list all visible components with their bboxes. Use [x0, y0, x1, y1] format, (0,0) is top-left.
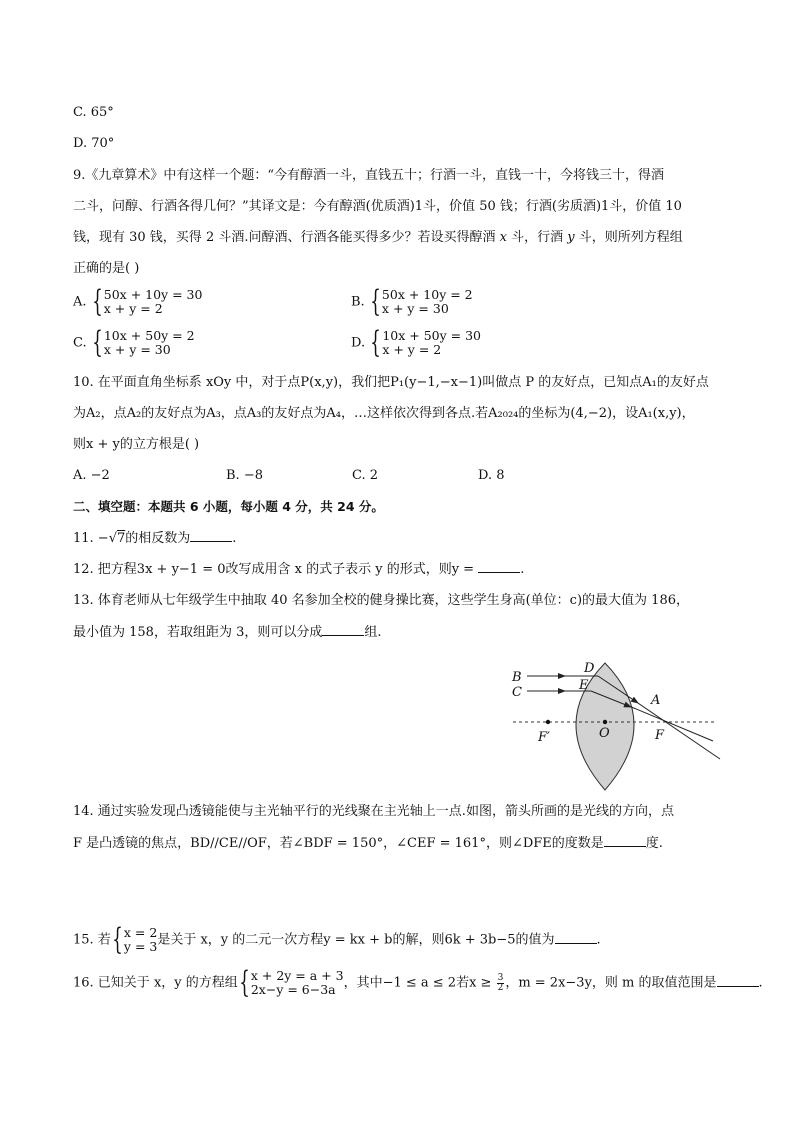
equation-system: { 50x + 10y = 2 x + y = 30: [370, 284, 473, 319]
option-label: C.: [73, 335, 87, 351]
equation-1: 50x + 10y = 2: [381, 287, 473, 302]
answer-blank[interactable]: [717, 974, 759, 987]
equation-1: 50x + 10y = 30: [103, 287, 203, 302]
equation-system: { 10x + 50y = 2 x + y = 30: [92, 325, 195, 360]
equation-2: x + y = 2: [103, 301, 163, 316]
label-c: C: [512, 685, 522, 700]
option-label: A.: [73, 294, 87, 310]
q10-option-d: D. 8: [478, 468, 505, 483]
q10-option-c: C. 2: [352, 468, 379, 483]
equation-2: x + y = 2: [382, 342, 442, 357]
q9-var-x: x: [499, 230, 507, 245]
q15-end: .: [596, 932, 601, 948]
answer-blank[interactable]: [478, 560, 520, 573]
q16-end: .: [758, 975, 763, 991]
q9-line4: 正确的是( ): [73, 261, 140, 276]
q9-line3: [73, 229, 683, 247]
equation-1: 10x + 50y = 30: [382, 328, 481, 343]
q10-line3: 则x + y的立方根是( ): [73, 437, 200, 452]
q15-middle: 是关于 x，y 的二元一次方程y = kx + b的解，则6k + 3b−5的值为: [157, 932, 555, 948]
q9-option-b: [351, 284, 473, 319]
q15: [73, 922, 601, 957]
equation-system: { 50x + 10y = 30 x + y = 2: [91, 284, 203, 319]
q13-line1: 13. 体育老师从七年级学生中抽取 40 名参加全校的健身操比赛，这些学生身高(单位：c)的最大值为 186，: [73, 593, 689, 608]
q16-suffix: ，m = 2x−3y，则 m 的取值范围是: [505, 975, 717, 991]
q11-prefix: 11. −: [73, 531, 109, 546]
equation-2: 2x−y = 6−3a: [250, 982, 336, 997]
label-o: O: [599, 726, 610, 741]
q14-line2-text: F 是凸透镜的焦点，BD//CE//OF，若∠BDF = 150°，∠CEF = 161°，则∠DFE的度数是: [73, 836, 604, 851]
equation-2: y = 3: [123, 939, 158, 954]
q8-option-c: C. 65°: [73, 105, 114, 120]
q8-option-d: D. 70°: [73, 136, 115, 151]
q13-end: 组.: [364, 625, 382, 640]
q12-text: 12. 把方程3x + y−1 = 0改写成用含 x 的式子表示 y 的形式，则y =: [73, 562, 479, 577]
answer-blank[interactable]: [190, 529, 232, 542]
label-f-prime: F′: [538, 730, 550, 745]
q9-option-d: [351, 325, 481, 360]
q11: [73, 529, 236, 548]
q11-suffix: 的相反数为: [125, 531, 191, 546]
fraction-denominator: 2: [497, 982, 504, 993]
q9-option-c: [73, 325, 195, 360]
fraction-numerator: 3: [497, 972, 504, 983]
section-header-fill-in: 二、填空题：本题共 6 小题，每小题 4 分，共 24 分。: [73, 499, 384, 514]
q16: [73, 965, 763, 1000]
q14-line1: 14. 通过实验发现凸透镜能使与主光轴平行的光线聚在主光轴上一点.如图，箭头所画的是光线的方向，点: [73, 804, 674, 819]
equation-system: { x = 2 y = 3: [112, 922, 158, 957]
q16-middle: ，其中−1 ≤ a ≤ 2若x ≥: [343, 975, 496, 991]
fraction-three-halves: [497, 974, 505, 993]
q9-line3-text-a: 钱，现有 30 钱，买得 2 斗酒.问醇酒、行酒各能买得多少？若设买得醇酒: [73, 230, 500, 245]
q9-line3-text-c: 斗，则所列方程组: [574, 230, 683, 245]
q9-line1: 9.《九章算术》中有这样一个题：“今有醇酒一斗，直钱五十；行酒一斗，直钱一十，今将钱三十，得酒: [73, 168, 665, 183]
label-b: B: [512, 670, 522, 685]
q14-end: 度.: [645, 836, 663, 851]
q15-prefix: 15. 若: [73, 932, 111, 948]
equation-1: x + 2y = a + 3: [250, 968, 344, 983]
equation-1: 10x + 50y = 2: [103, 328, 195, 343]
q12-end: .: [520, 562, 525, 577]
q9-line2: 二斗，问醇、行酒各得几何？”其译文是：今有醇酒(优质酒)1斗，价值 50 钱；行酒(劣质酒)1斗，价值 10: [73, 199, 682, 214]
q9-option-a: [73, 284, 203, 319]
q9-var-y: y: [567, 230, 575, 245]
q10-option-b: B. −8: [226, 468, 263, 483]
q10-option-a: A. −2: [73, 468, 110, 483]
sqrt-symbol: √: [108, 531, 117, 546]
q13-line2: [73, 623, 382, 642]
equation-2: x + y = 30: [381, 301, 449, 316]
convex-lens-diagram: [505, 655, 725, 793]
q9-line3-text-b: 斗，行酒: [506, 230, 568, 245]
equation-2: x + y = 30: [103, 342, 171, 357]
q13-line2-text: 最小值为 158，若取组距为 3，则可以分成: [73, 625, 323, 640]
equation-system: { 10x + 50y = 30 x + y = 2: [370, 325, 481, 360]
label-d: D: [584, 661, 595, 676]
q11-end: .: [232, 531, 237, 546]
equation-system: { x + 2y = a + 3 2x−y = 6−3a: [239, 965, 344, 1000]
option-label: B.: [351, 294, 365, 310]
q16-prefix: 16. 已知关于 x，y 的方程组: [73, 975, 238, 991]
answer-blank[interactable]: [322, 623, 364, 636]
ray-ef-extended: [629, 706, 713, 741]
q12: [73, 560, 524, 579]
ray-df-extended: [635, 701, 720, 759]
label-f: F: [655, 728, 665, 743]
q11-radicand: 7: [117, 531, 126, 546]
q10-line1: 10. 在平面直角坐标系 xOy 中，对于点P(x,y)，我们把P₁(y−1,−x−1)叫做点 P 的友好点，已知点A₁的友好点: [73, 375, 709, 390]
answer-blank[interactable]: [555, 931, 597, 944]
q14-line2: [73, 834, 663, 853]
option-label: D.: [351, 335, 366, 351]
q10-line2: 为A₂，点A₂的友好点为A₃，点A₃的友好点为A₄，…这样依次得到各点.若A₂₀₂₄的坐标为(4,−2)，设A₁(x,y)，: [73, 406, 695, 421]
focal-point-f-prime: [546, 720, 550, 724]
lens-center-o: [603, 720, 607, 724]
label-e: E: [579, 678, 589, 693]
answer-blank[interactable]: [604, 834, 646, 847]
equation-1: x = 2: [123, 925, 158, 940]
label-a: A: [651, 693, 661, 708]
